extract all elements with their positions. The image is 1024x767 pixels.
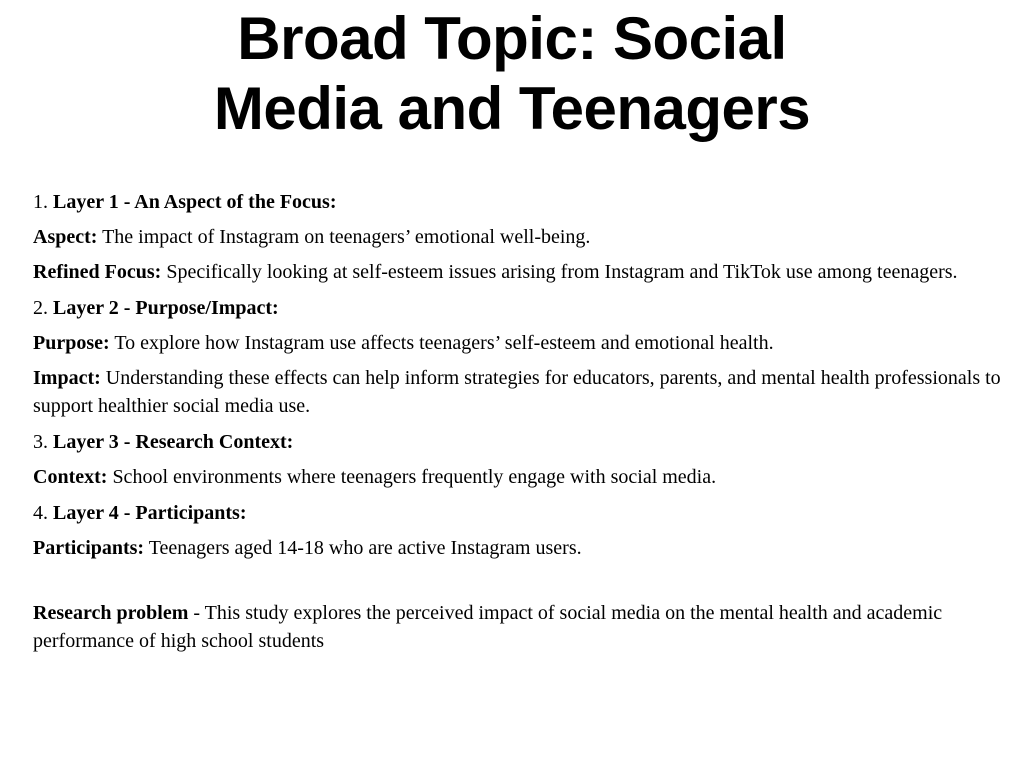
slide-title — [0, 4, 1024, 144]
refined-focus-label: Refined Focus: — [33, 261, 162, 283]
impact-paragraph — [33, 364, 1008, 420]
slide-content — [33, 188, 1008, 655]
slide-title-line-2: Media and Teenagers — [213, 75, 811, 142]
refined-focus-text: Specifically looking at self-esteem issues arising from Instagram and TikTok use among teenagers. — [166, 261, 958, 283]
research-problem-text: - This study explores the perceived impact of social media on the mental health and academic performance of high school students — [33, 602, 943, 652]
participants-text: Teenagers aged 14-18 who are active Instagram users. — [148, 537, 582, 559]
layer-4-heading — [33, 499, 1008, 527]
layer-3-heading — [33, 428, 1008, 456]
participants-label: Participants: — [33, 537, 145, 559]
impact-label: Impact: — [33, 367, 101, 389]
context-label: Context: — [33, 466, 108, 488]
layer-2-heading-text: Layer 2 - Purpose/Impact: — [53, 297, 279, 319]
layer-3-number: 3. — [33, 431, 48, 453]
layer-3-heading-text: Layer 3 - Research Context: — [53, 431, 294, 453]
layer-4-number: 4. — [33, 502, 48, 524]
participants-paragraph — [33, 534, 1008, 562]
layer-1-heading-text: Layer 1 - An Aspect of the Focus: — [53, 191, 337, 213]
slide-title-line-1: Broad Topic: Social — [237, 5, 787, 72]
layer-2-heading — [33, 294, 1008, 322]
purpose-text: To explore how Instagram use affects teenagers’ self-esteem and emotional health. — [114, 332, 774, 354]
layer-2-number: 2. — [33, 297, 48, 319]
aspect-paragraph — [33, 223, 1008, 251]
layer-1-heading — [33, 188, 1008, 216]
refined-focus-paragraph — [33, 258, 1008, 286]
purpose-label: Purpose: — [33, 332, 110, 354]
research-problem-label: Research problem — [33, 602, 189, 624]
context-paragraph — [33, 463, 1008, 491]
impact-text: Understanding these effects can help inform strategies for educators, parents, and mental health professionals to support healthier social media use. — [33, 367, 1001, 417]
aspect-text: The impact of Instagram on teenagers’ emotional well-being. — [102, 226, 591, 248]
context-text: School environments where teenagers frequently engage with social media. — [112, 466, 717, 488]
purpose-paragraph — [33, 329, 1008, 357]
aspect-label: Aspect: — [33, 226, 98, 248]
layer-4-heading-text: Layer 4 - Participants: — [53, 502, 247, 524]
research-problem-paragraph — [33, 599, 1008, 655]
layer-1-number: 1. — [33, 191, 48, 213]
